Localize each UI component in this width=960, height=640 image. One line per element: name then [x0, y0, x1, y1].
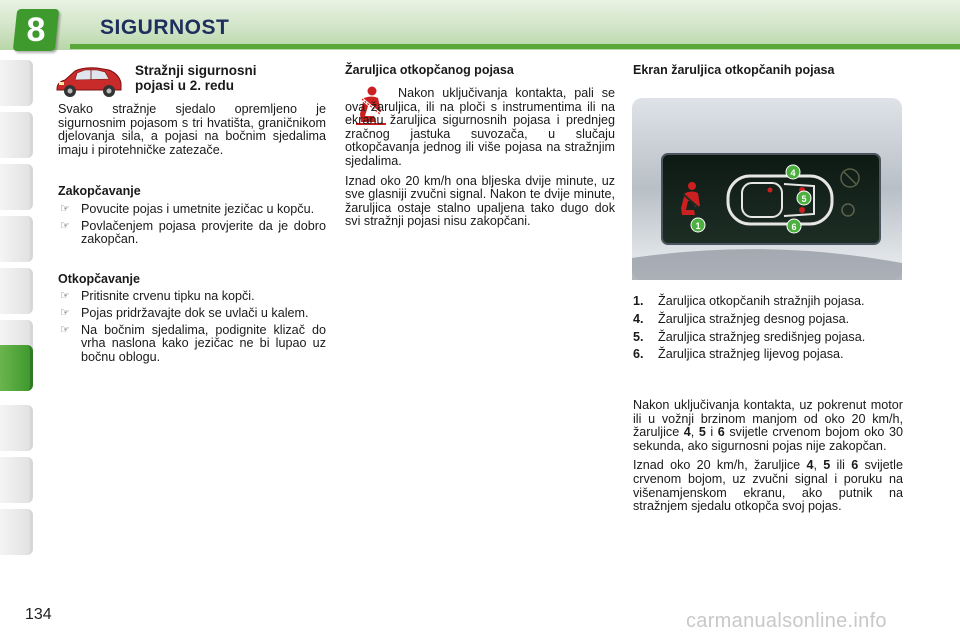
- right-para2: Iznad oko 20 km/h, žaruljice 4, 5 ili 6 svijetle crvenom bojom, uz zvučni signal i poruku na višenamjenskom ekranu, ako putnik na stražnjem sjedalu otkopča svoj pojas.: [633, 458, 903, 514]
- right-heading: Ekran žaruljica otkopčanih pojasa: [633, 63, 835, 77]
- label-badge-4: [786, 165, 800, 179]
- seat-dot-left: [799, 207, 805, 213]
- pointing-hand-icon: ☞: [60, 323, 70, 336]
- middle-para2: Iznad oko 20 km/h ona bljeska dvije minute, uz sve glasniji zvučni signal. Nakon te dvije minute, žaruljica ostaje stalno upaljena tako dugo dok svi stražnji pojasi nisu zakopčani.: [345, 173, 615, 229]
- middle-heading: Žaruljica otkopčanog pojasa: [345, 63, 514, 77]
- chapter-tabs: [0, 60, 36, 580]
- chapter-tab-10[interactable]: [0, 457, 33, 503]
- right-text-block: [633, 399, 903, 520]
- svg-text:1: 1: [695, 221, 701, 231]
- middle-para1: Nakon uključivanja kontakta, pali se ova žaruljica, ili na ploči s instrumentima ili na ekranu žaruljica sigurnosnih pojasa i prednjeg zračnog jastuka suvozača, u slučaju otkopčavanja jednog ili više pojasa na stražnjim sjedalima.: [345, 86, 615, 168]
- left-intro: Svako stražnje sjedalo opremljeno je sigurnosnim pojasom s tri hvatišta, graničnikom djelovanja sila, a pojasi na bočnim sjedalima imaju i pirotehničke zatezače.: [58, 102, 326, 157]
- svg-text:6: 6: [791, 222, 797, 232]
- fasten-heading: Zakopčavanje: [58, 184, 141, 199]
- page-number: 134: [25, 606, 52, 623]
- chapter-tab-1[interactable]: [0, 60, 33, 106]
- unfasten-item: ☞ Pojas pridržavajte dok se uvlači u kalem.: [60, 305, 309, 320]
- pointing-hand-icon: ☞: [60, 306, 70, 319]
- chapter-number: 8: [26, 11, 46, 49]
- page-title: SIGURNOST: [100, 16, 230, 39]
- pointing-hand-icon: ☞: [60, 219, 70, 232]
- car-icon: [53, 63, 125, 99]
- chapter-tab-4[interactable]: [0, 216, 33, 262]
- unfasten-item: ☞ Pritisnite crvenu tipku na kopči.: [60, 289, 255, 304]
- seatbelt-display-screen: [632, 98, 902, 280]
- middle-column: [345, 87, 615, 235]
- left-title-line2: pojasi u 2. redu: [135, 78, 235, 93]
- seat-dot-front: [768, 188, 773, 193]
- svg-text:5: 5: [801, 194, 807, 204]
- header-underline: [70, 44, 960, 49]
- pointing-hand-icon: ☞: [60, 202, 70, 215]
- label-badge-1: [691, 218, 705, 232]
- left-column: [58, 103, 326, 367]
- right-para1: Nakon uključivanja kontakta, uz pokrenut motor ili u vožnji brzinom manjom od oko 20 km/h, žaruljice 4, 5 i 6 svijetle crvenom bojom oko 30 sekunda, ako sigurnosni pojas nije zakopčan.: [633, 398, 903, 453]
- watermark: carmanualsonline.info: [686, 610, 887, 632]
- chapter-tab-9[interactable]: [0, 405, 33, 451]
- legend-item-6: 6. Žaruljica stražnjeg lijevog pojasa.: [633, 347, 844, 361]
- svg-text:4: 4: [790, 168, 796, 178]
- chapter-tab-8-active[interactable]: [0, 345, 33, 391]
- label-badge-5: [797, 191, 811, 205]
- chapter-tab-2[interactable]: [0, 112, 33, 158]
- left-title-line1: Stražnji sigurnosni: [135, 63, 257, 78]
- left-section-title: [135, 63, 257, 93]
- legend-item-1: 1. Žaruljica otkopčanih stražnjih pojasa.: [633, 294, 865, 308]
- legend-item-5: 5. Žaruljica stražnjeg središnjeg pojasa.: [633, 330, 866, 344]
- unfasten-heading: Otkopčavanje: [58, 271, 140, 286]
- chapter-tab-11[interactable]: [0, 509, 33, 555]
- legend-item-4: 4. Žaruljica stražnjeg desnog pojasa.: [633, 312, 850, 326]
- pointing-hand-icon: ☞: [60, 290, 70, 303]
- fasten-item: ☞ Povucite pojas i umetnite jezičac u kopču.: [60, 201, 315, 216]
- fasten-item: ☞ Povlačenjem pojasa provjerite da je dobro zakopčan.: [60, 218, 326, 247]
- label-badge-6: [787, 219, 801, 233]
- unfasten-item: ☞ Na bočnim sjedalima, podignite klizač do vrha naslona kako jezičac ne bi lupao uz bočnu oblogu.: [60, 322, 326, 364]
- chapter-tab-5[interactable]: [0, 268, 33, 314]
- chapter-tab-3[interactable]: [0, 164, 33, 210]
